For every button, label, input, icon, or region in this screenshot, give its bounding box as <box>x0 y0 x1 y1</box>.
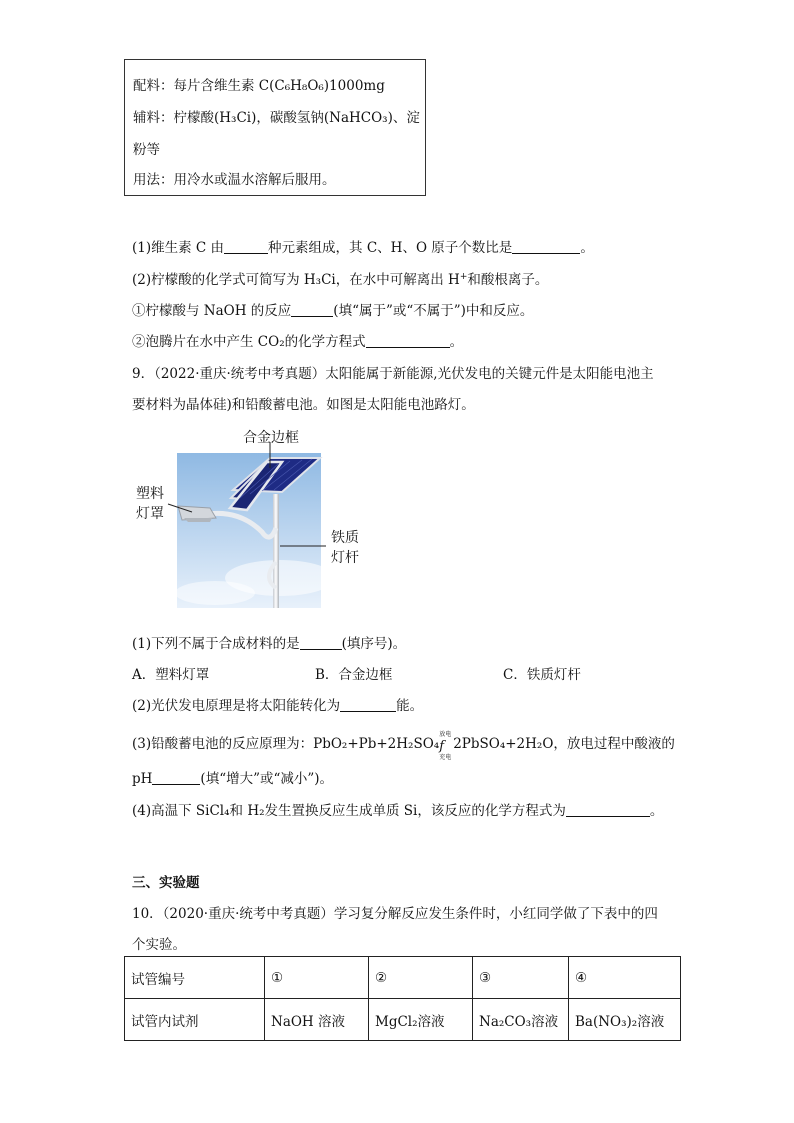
answer-blank[interactable] <box>224 240 268 254</box>
label-alloy-frame: 合金边框 <box>243 430 299 446</box>
q8-part1-text-c: 。 <box>580 240 594 256</box>
table-cell: Ba(NO₃)₂溶液 <box>569 999 681 1041</box>
table-cell: MgCl₂溶液 <box>369 999 473 1041</box>
condition-charge: 充电 <box>439 754 452 761</box>
cloud <box>175 581 255 605</box>
q9-option-c[interactable]: C．铁质灯杆 <box>503 667 581 683</box>
q9-part4-text-b: 。 <box>649 803 664 819</box>
answer-blank[interactable] <box>291 303 333 317</box>
q9-option-a[interactable]: A．塑料灯罩 <box>132 667 210 683</box>
q9-option-b[interactable]: B．合金边框 <box>315 667 393 683</box>
table-cell: NaOH 溶液 <box>265 999 369 1041</box>
q10-stem-line2: 个实验。 <box>132 937 186 953</box>
q9-part3 <box>132 731 675 761</box>
q9-part2 <box>132 694 423 714</box>
table-cell: ③ <box>473 957 569 999</box>
table-cell: Na₂CO₃溶液 <box>473 999 569 1041</box>
lamp-pole <box>273 494 279 608</box>
label-plastic-cover-1: 塑料 <box>136 486 164 502</box>
q8-part1 <box>132 236 594 256</box>
label-iron-pole-2: 灯杆 <box>331 550 359 566</box>
answer-blank[interactable] <box>566 803 650 817</box>
q10-stem-line1: 10．（2020·重庆·统考中考真题）学习复分解反应发生条件时，小红同学做了下表中的四 <box>132 906 658 922</box>
condition-discharge: 放电 <box>439 731 452 738</box>
q9-part4-text-a: (4)高温下 SiCl₄和 H₂发生置换反应生成单质 Si，该反应的化学方程式为 <box>132 803 566 819</box>
table-cell: 试管内试剂 <box>125 999 265 1041</box>
q9-part3-text-b: 2PbSO₄+2H₂O，放电过程中酸液的 <box>453 736 675 752</box>
table-cell: 试管编号 <box>125 957 265 999</box>
table-cell: ① <box>265 957 369 999</box>
section-heading-experiment: 三、实验题 <box>132 875 200 891</box>
q9-part3-text-c: (填“增大”或“减小”)。 <box>200 771 334 787</box>
box-line-excipients: 辅料：柠檬酸(H₃Ci)，碳酸氢钠(NaHCO₃)、淀 <box>133 110 420 126</box>
q8-sub2-text-a: ②泡腾片在水中产生 CO₂的化学方程式 <box>132 334 366 350</box>
q9-part3-cont <box>132 767 333 787</box>
q9-stem-line2: 要材料为晶体硅)和铅酸蓄电池。如图是太阳能电池路灯。 <box>132 397 475 413</box>
q8-part2 <box>132 268 548 288</box>
q8-sub1-text-a: ①柠檬酸与 NaOH 的反应 <box>132 303 292 319</box>
answer-blank[interactable] <box>152 771 200 785</box>
q8-part2-sup: + <box>459 272 468 282</box>
box-line-ingredients: 配料：每片含维生素 C(C₆H₈O₆)1000mg <box>133 78 385 94</box>
box-line-excipients-cont: 粉等 <box>133 142 160 158</box>
q9-part2-text-b: 能。 <box>396 698 424 714</box>
q9-stem-line1: 9．（2022·重庆·统考中考真题）太阳能属于新能源,光伏发电的关键元件是太阳能电池主 <box>132 366 654 382</box>
q9-part3-text-a: (3)铅酸蓄电池的反应原理为：PbO₂+Pb+2H₂SO₄ <box>132 736 440 752</box>
lamp-cover <box>184 518 212 522</box>
table-row <box>125 999 681 1041</box>
experiment-table <box>124 956 681 1041</box>
q9-part4 <box>132 799 663 819</box>
q8-part1-text-a: (1)维生素 C 由 <box>132 240 225 256</box>
answer-blank[interactable] <box>512 240 580 254</box>
q9-part1 <box>132 632 406 652</box>
q8-part2-sub1 <box>132 299 533 319</box>
answer-blank[interactable] <box>300 636 342 650</box>
q8-part2-sub2 <box>132 330 463 350</box>
q8-part2-text-b: 和酸根离子。 <box>467 272 549 288</box>
reaction-condition <box>439 731 453 761</box>
box-line-usage: 用法：用冷水或温水溶解后服用。 <box>133 172 336 188</box>
q9-part1-text-b: (填序号)。 <box>341 636 407 652</box>
q9-part2-text-a: (2)光伏发电原理是将太阳能转化为 <box>132 698 341 714</box>
condition-arrow: f <box>439 739 444 754</box>
label-iron-pole-1: 铁质 <box>331 530 359 546</box>
table-row <box>125 957 681 999</box>
table-cell: ② <box>369 957 473 999</box>
answer-blank[interactable] <box>366 334 450 348</box>
q8-part2-text-a: (2)柠檬酸的化学式可简写为 H₃Ci，在水中可解离出 H <box>132 272 460 288</box>
q8-part1-text-b: 种元素组成，其 C、H、O 原子个数比是 <box>268 240 513 256</box>
label-plastic-cover-2: 灯罩 <box>136 506 164 522</box>
lamp-head <box>178 506 216 520</box>
q9-part3-ph: pH <box>132 771 153 787</box>
q9-part1-text-a: (1)下列不属于合成材料的是 <box>132 636 300 652</box>
answer-blank[interactable] <box>340 698 396 712</box>
q8-sub2-text-b: 。 <box>449 334 464 350</box>
q8-sub1-text-b: (填“属于”或“不属于”)中和反应。 <box>333 303 534 319</box>
table-cell: ④ <box>569 957 681 999</box>
ingredient-box <box>124 59 426 196</box>
